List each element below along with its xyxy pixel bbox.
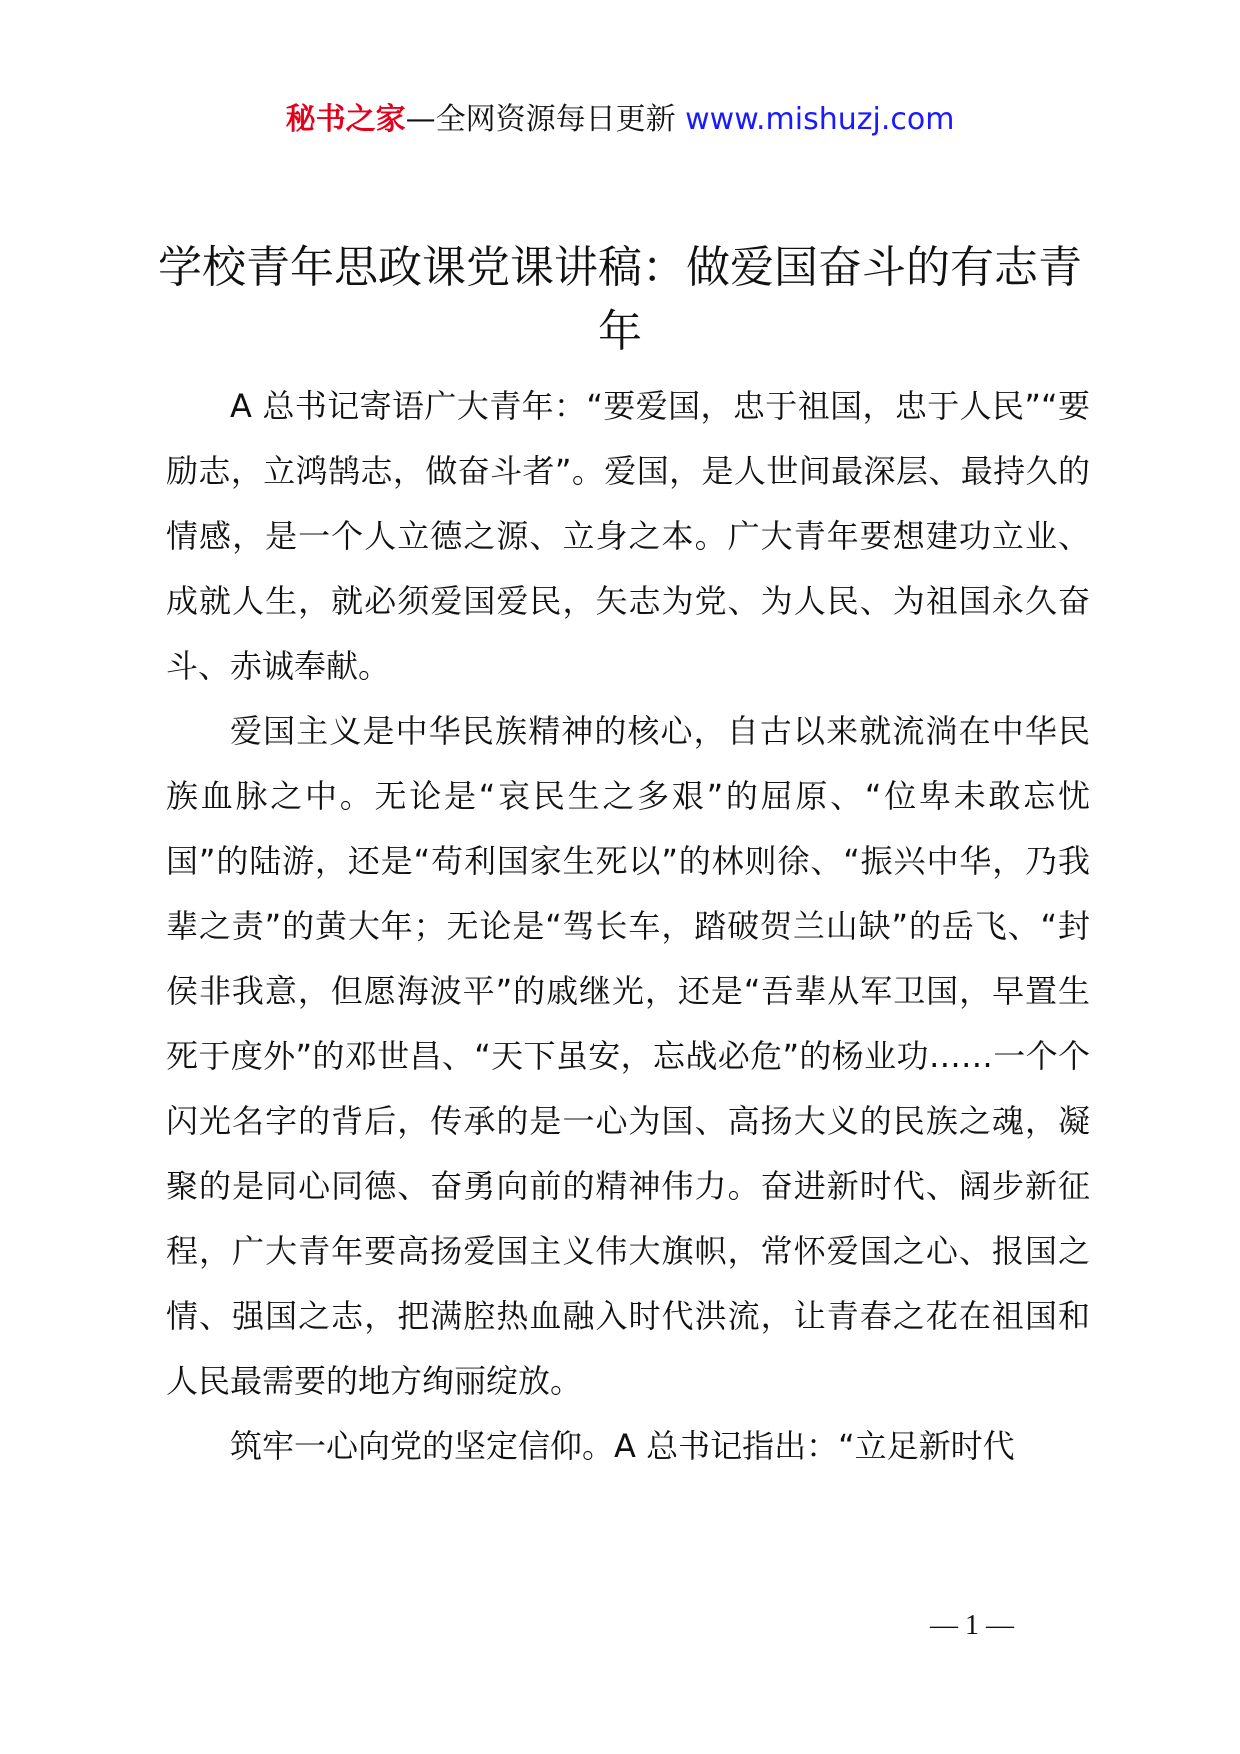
paragraph-2: 爱国主义是中华民族精神的核心，自古以来就流淌在中华民族血脉之中。无论是“哀民生之多艰”的屈原、“位卑未敢忘忧国”的陆游，还是“苟利国家生死以”的林则徐、“振兴中华，乃我辈之责”的黄大年；无论是“驾长车，踏破贺兰山缺”的岳飞、“封侯非我意，但愿海波平”的戚继光，还是“吾辈从军卫国，早置生死于度外”的邓世昌、“天下虽安，忘战必危”的杨业功……一个个闪光名字的背后，传承的是一心为国、高扬大义的民族之魂，凝聚的是同心同德、奋勇向前的精神伟力。奋进新时代、阔步新征程，广大青年要高扬爱国主义伟大旗帜，常怀爱国之心、报国之情、强国之志，把满腔热血融入时代洪流，让青春之花在祖国和人民最需要的地方绚丽绽放。 [166,712,1090,1400]
site-header-banner [0,100,1240,140]
document-title: 学校青年思政课党课讲稿：做爱国奋斗的有志青年 [158,242,1082,357]
paragraph-3: 筑牢一心向党的坚定信仰。A 总书记指出：“立足新时代 [230,1427,1015,1465]
document-body [166,374,1090,1479]
paragraph-1: A 总书记寄语广大青年：“要爱国，忠于祖国，忠于人民”“要励志，立鸿鹄志，做奋斗者”。爱国，是人世间最深层、最持久的情感，是一个人立德之源、立身之本。广大青年要想建功立业、成就人生，就必须爱国爱民，矢志为党、为人民、为祖国永久奋斗、赤诚奉献。 [166,387,1090,685]
brand-name: 秘书之家 [285,102,406,137]
page-number: — 1 — [930,1610,1014,1641]
site-url-link[interactable]: www.mishuzj.com [685,102,955,137]
header-tagline: —全网资源每日更新 [405,102,686,137]
